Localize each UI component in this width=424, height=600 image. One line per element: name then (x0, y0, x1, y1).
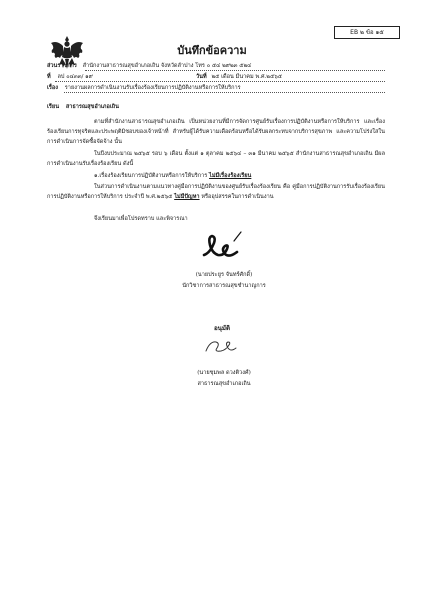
subject-dotline (64, 92, 385, 93)
body-paragraph-3 (47, 182, 385, 202)
closing-line: จึงเรียนมาเพื่อโปรดทราบ และพิจารณา (94, 216, 188, 222)
agency-label: ส่วนราชการ (47, 63, 77, 69)
paragraph-3-result: ไม่มีปัญหา (174, 194, 200, 200)
signer-2-position: สาธารณสุขอำเภอเถิน (197, 381, 251, 387)
paragraph-3-tail: หรืออุปสรรคในการดำเนินงาน (201, 194, 274, 200)
body-paragraph-1: ตามที่สำนักงานสาธารณสุขอำเภอเถิน เป็นหน่วยงานที่มีการจัดการศูนย์รับเรื่องการปฏิบัติงานหรือการให้บริการ และเรื่องร้องเรียนการทุจริตและประพฤติมิชอบของเจ้าหน้าที่ สำหรับผู้ได้รับความเดือดร้อนหรือได้รับผลกระทบจากบริการสุขภาพ และความโปร่งใสในการดำเนินการจัดซื้อจัดจ้าง นั้น (47, 119, 385, 145)
signature-1 (198, 229, 258, 263)
subject-label: เรื่อง (47, 85, 59, 91)
item-1-result: ไม่มีเรื่องร้องเรียน (209, 173, 252, 179)
signer-1-name: (นายประยูร จันทร์ศักดิ์) (195, 272, 253, 278)
recipient-row (47, 103, 119, 111)
ref-value: ลป ๐๔๓๓/ ๑๙ (57, 74, 93, 80)
item-1 (94, 171, 384, 181)
signature-2 (200, 335, 240, 357)
date-label: วันที่ (196, 74, 207, 80)
body-paragraph-2: ในปีงบประมาณ ๒๕๖๕ รอบ ๖ เดือน ตั้งแต่ ๑ ตุลาคม ๒๕๖๔ – ๓๑ มีนาคม ๒๕๖๕ สำนักงานสาธารณสุขอำเภอเถิน มีผลการดำเนินงานรับเรื่องร้องเรียน ดังนี้ (47, 151, 385, 167)
date-row (196, 73, 282, 81)
signer-2-name: (นายชุมพล ดวงติวงศ์) (197, 370, 251, 376)
paragraph-3-text: ในส่วนการดำเนินงานตามแนวทางคู่มือการปฏิบัติงานของศูนย์รับเรื่องร้องเรียน คือ คู่มือการปฏิบัติงานการรับเรื่องร้องเรียนการปฏิบัติงานหรือการให้บริการ ประจำปี พ.ศ.๒๕๖๕ (47, 184, 385, 200)
agency-dotline (85, 70, 385, 71)
signer-1-position: นักวิชาการสาธารณสุขชำนาญการ (182, 283, 266, 289)
document-code-box (334, 26, 400, 39)
ref-label: ที่ (47, 74, 51, 80)
approval-label: อนุมัติ (213, 325, 231, 332)
memo-title: บันทึกข้อความ (177, 44, 247, 57)
recipient-label: เรียน (47, 104, 60, 110)
item-1-text: ๑.เรื่องร้องเรียนการปฏิบัติงานหรือการให้บริการ (94, 173, 208, 179)
document-code: EB ๒ ข้อ ๑๕ (350, 29, 384, 36)
subject-value: รายงานผลการดำเนินงานรับเรื่องร้องเรียนการปฏิบัติงานหรือการให้บริการ (64, 85, 241, 91)
ref-date-dotline (55, 81, 385, 82)
recipient-value: สาธารณสุขอำเภอเถิน (65, 104, 119, 110)
agency-row (47, 62, 251, 70)
subject-row (47, 84, 241, 92)
date-value: ๒๕ เดือน มีนาคม พ.ศ.๒๕๖๕ (211, 74, 283, 80)
ref-row (47, 73, 93, 81)
agency-value: สำนักงานสาธารณสุขอำเภอเถิน จังหวัดลำปาง โทร ๐ ๕๔ ๒๙๒๓ ๕๒๔ (82, 63, 252, 69)
